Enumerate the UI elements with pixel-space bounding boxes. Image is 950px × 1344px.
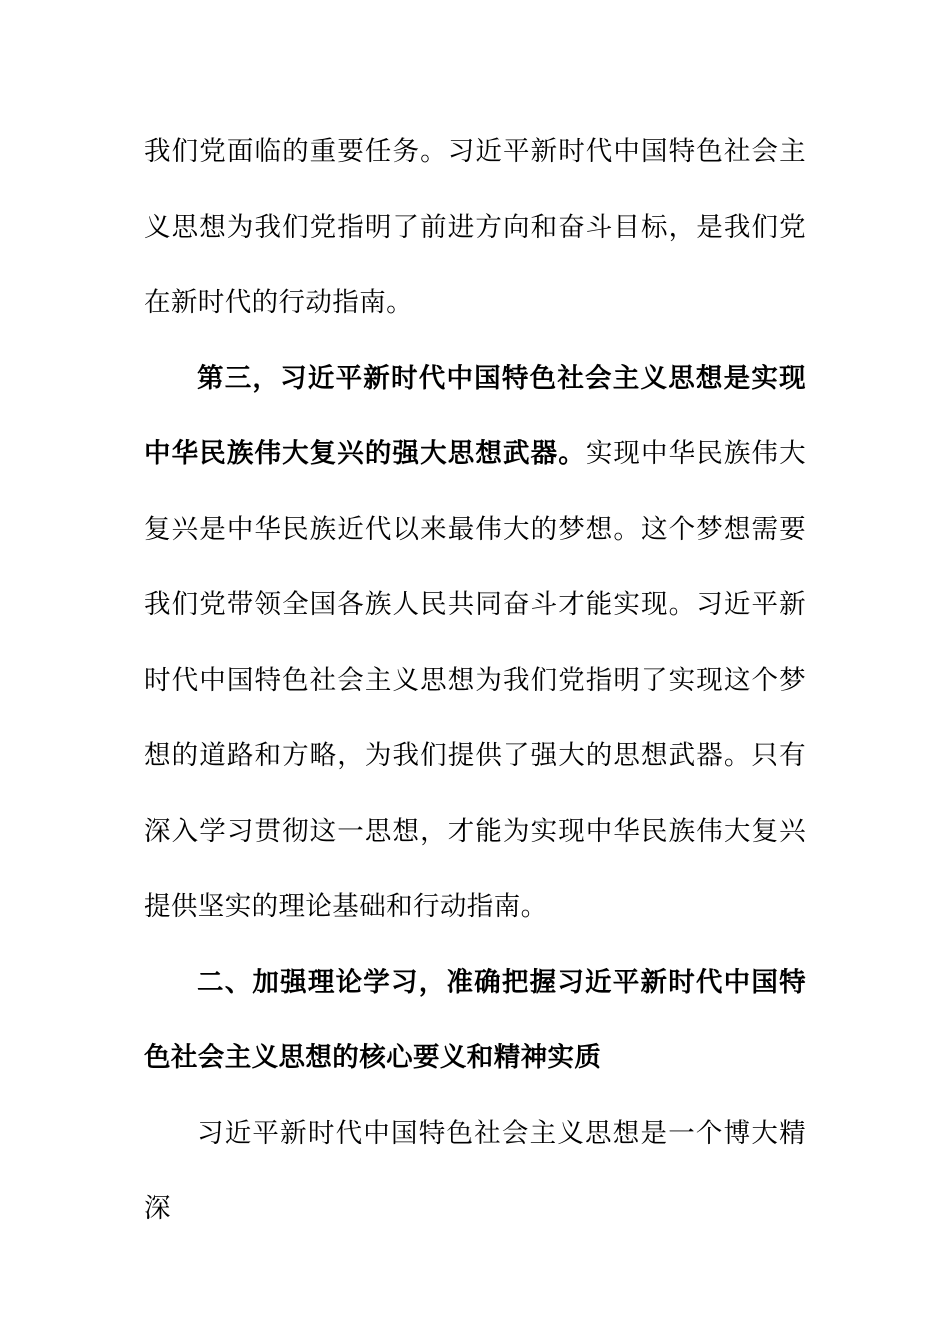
paragraph-bold-lead: 第三，习近平新时代中国特色社会主义思想是实现中华民族伟大复兴的强大思想武器。: [144, 362, 806, 469]
document-body: [144, 114, 806, 1247]
paragraph-text: 我们党面临的重要任务。习近平新时代中国特色社会主义思想为我们党指明了前进方向和奋斗目标，是我们党在新时代的行动指南。: [144, 136, 806, 318]
paragraph-text: 习近平新时代中国特色社会主义思想是一个博大精深: [144, 1117, 806, 1224]
paragraph-section-start: [144, 1096, 806, 1247]
paragraph-text: 实现中华民族伟大复兴是中华民族近代以来最伟大的梦想。这个梦想需要我们党带领全国各族人民共同奋斗才能实现。习近平新时代中国特色社会主义思想为我们党指明了实现这个梦想的道路和方略，为我们提供了强大的思想武器。只有深入学习贯彻这一思想，才能为实现中华民族伟大复兴提供坚实的理论基础和行动指南。: [144, 438, 807, 922]
section-heading-text: 二、加强理论学习，准确把握习近平新时代中国特色社会主义思想的核心要义和精神实质: [144, 966, 806, 1073]
paragraph-point-three: [144, 341, 806, 945]
paragraph-continuation: [144, 114, 806, 341]
section-heading: [144, 945, 806, 1096]
